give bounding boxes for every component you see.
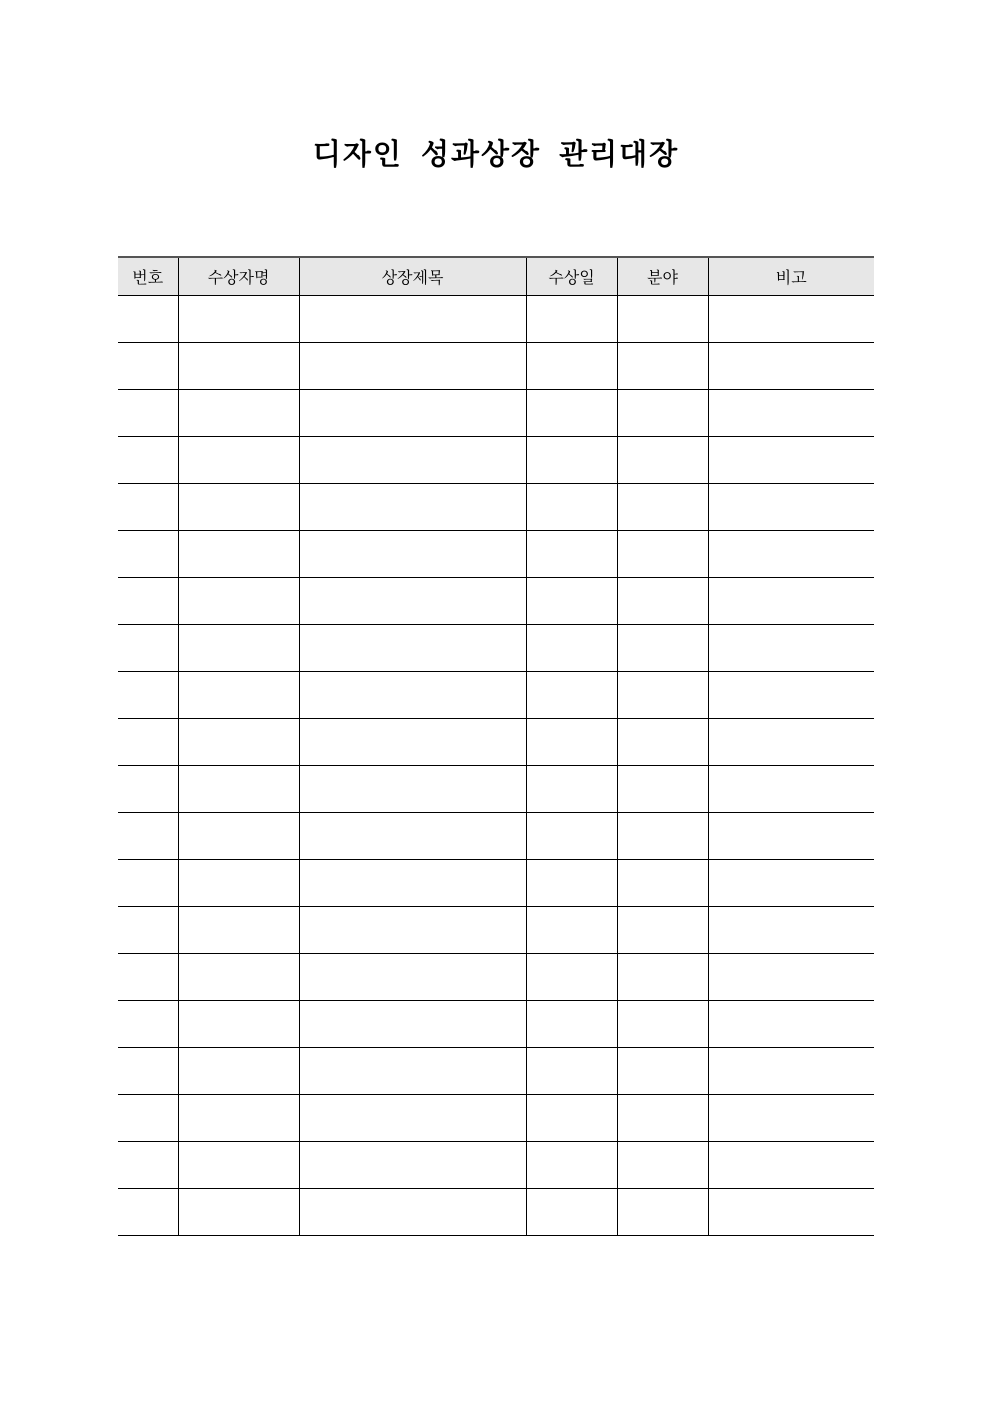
cell-remarks (708, 577, 874, 624)
cell-award-date (526, 1047, 617, 1094)
cell-recipient-name (178, 530, 299, 577)
table-row (118, 1094, 874, 1141)
table-row (118, 295, 874, 342)
cell-field (617, 671, 708, 718)
cell-remarks (708, 718, 874, 765)
cell-award-title (299, 530, 526, 577)
cell-award-date (526, 1188, 617, 1235)
cell-recipient-name (178, 342, 299, 389)
cell-no (118, 389, 178, 436)
cell-remarks (708, 295, 874, 342)
cell-award-title (299, 624, 526, 671)
table-row (118, 1047, 874, 1094)
cell-award-date (526, 1141, 617, 1188)
table-row (118, 859, 874, 906)
cell-award-date (526, 530, 617, 577)
cell-remarks (708, 483, 874, 530)
cell-award-date (526, 295, 617, 342)
cell-no (118, 1188, 178, 1235)
cell-recipient-name (178, 436, 299, 483)
cell-award-date (526, 953, 617, 1000)
cell-field (617, 1094, 708, 1141)
cell-award-date (526, 765, 617, 812)
cell-recipient-name (178, 1188, 299, 1235)
cell-recipient-name (178, 671, 299, 718)
cell-no (118, 1094, 178, 1141)
cell-field (617, 953, 708, 1000)
table-row (118, 765, 874, 812)
cell-award-title (299, 765, 526, 812)
cell-recipient-name (178, 906, 299, 953)
cell-recipient-name (178, 295, 299, 342)
cell-award-date (526, 342, 617, 389)
cell-recipient-name (178, 718, 299, 765)
cell-award-title (299, 1188, 526, 1235)
cell-remarks (708, 530, 874, 577)
cell-award-title (299, 671, 526, 718)
cell-award-title (299, 906, 526, 953)
table-row (118, 1188, 874, 1235)
table-row (118, 389, 874, 436)
cell-award-date (526, 812, 617, 859)
table-row (118, 577, 874, 624)
cell-field (617, 295, 708, 342)
table-row (118, 906, 874, 953)
table-row (118, 718, 874, 765)
cell-remarks (708, 671, 874, 718)
cell-field (617, 483, 708, 530)
table-row (118, 812, 874, 859)
cell-remarks (708, 1188, 874, 1235)
cell-recipient-name (178, 859, 299, 906)
cell-remarks (708, 765, 874, 812)
cell-remarks (708, 389, 874, 436)
table-row (118, 953, 874, 1000)
cell-field (617, 1188, 708, 1235)
cell-field (617, 1047, 708, 1094)
cell-award-title (299, 1047, 526, 1094)
cell-field (617, 1000, 708, 1047)
cell-award-title (299, 1094, 526, 1141)
cell-no (118, 1141, 178, 1188)
cell-field (617, 765, 708, 812)
header-remarks: 비고 (708, 257, 874, 295)
cell-recipient-name (178, 1047, 299, 1094)
cell-field (617, 812, 708, 859)
cell-award-date (526, 1000, 617, 1047)
table-row (118, 671, 874, 718)
table-row (118, 530, 874, 577)
cell-remarks (708, 812, 874, 859)
cell-award-title (299, 483, 526, 530)
cell-award-date (526, 859, 617, 906)
table-row (118, 483, 874, 530)
cell-recipient-name (178, 389, 299, 436)
cell-field (617, 906, 708, 953)
cell-remarks (708, 1094, 874, 1141)
cell-remarks (708, 1047, 874, 1094)
cell-award-title (299, 1000, 526, 1047)
cell-award-title (299, 1141, 526, 1188)
header-award-title: 상장제목 (299, 257, 526, 295)
cell-field (617, 859, 708, 906)
cell-field (617, 389, 708, 436)
cell-recipient-name (178, 765, 299, 812)
cell-remarks (708, 906, 874, 953)
cell-award-title (299, 577, 526, 624)
cell-field (617, 1141, 708, 1188)
cell-field (617, 624, 708, 671)
cell-remarks (708, 342, 874, 389)
cell-award-date (526, 718, 617, 765)
cell-no (118, 812, 178, 859)
cell-remarks (708, 1141, 874, 1188)
header-no: 번호 (118, 257, 178, 295)
cell-no (118, 436, 178, 483)
cell-remarks (708, 859, 874, 906)
table-row (118, 342, 874, 389)
header-field: 분야 (617, 257, 708, 295)
cell-recipient-name (178, 1094, 299, 1141)
cell-no (118, 1000, 178, 1047)
table-row (118, 436, 874, 483)
cell-award-title (299, 389, 526, 436)
cell-award-date (526, 436, 617, 483)
cell-recipient-name (178, 624, 299, 671)
cell-award-title (299, 295, 526, 342)
cell-award-date (526, 671, 617, 718)
cell-remarks (708, 1000, 874, 1047)
cell-recipient-name (178, 1141, 299, 1188)
cell-remarks (708, 624, 874, 671)
cell-recipient-name (178, 577, 299, 624)
cell-award-date (526, 577, 617, 624)
cell-remarks (708, 436, 874, 483)
cell-recipient-name (178, 483, 299, 530)
cell-award-title (299, 718, 526, 765)
cell-field (617, 577, 708, 624)
header-award-date: 수상일 (526, 257, 617, 295)
header-recipient-name: 수상자명 (178, 257, 299, 295)
cell-award-title (299, 812, 526, 859)
table-row (118, 624, 874, 671)
cell-no (118, 483, 178, 530)
cell-recipient-name (178, 953, 299, 1000)
cell-no (118, 718, 178, 765)
cell-award-date (526, 389, 617, 436)
award-register-table (118, 256, 874, 1236)
cell-no (118, 671, 178, 718)
cell-field (617, 530, 708, 577)
cell-no (118, 765, 178, 812)
cell-award-title (299, 859, 526, 906)
cell-field (617, 342, 708, 389)
cell-remarks (708, 953, 874, 1000)
table-header-row (118, 257, 874, 295)
cell-no (118, 953, 178, 1000)
cell-field (617, 436, 708, 483)
cell-award-date (526, 483, 617, 530)
cell-no (118, 1047, 178, 1094)
cell-no (118, 624, 178, 671)
table-row (118, 1000, 874, 1047)
cell-no (118, 906, 178, 953)
cell-award-date (526, 906, 617, 953)
cell-award-date (526, 1094, 617, 1141)
cell-no (118, 295, 178, 342)
cell-award-date (526, 624, 617, 671)
cell-award-title (299, 342, 526, 389)
cell-no (118, 530, 178, 577)
cell-no (118, 577, 178, 624)
cell-no (118, 342, 178, 389)
cell-recipient-name (178, 812, 299, 859)
page-title: 디자인 성과상장 관리대장 (312, 137, 680, 171)
table-row (118, 1141, 874, 1188)
cell-recipient-name (178, 1000, 299, 1047)
cell-field (617, 718, 708, 765)
cell-award-title (299, 436, 526, 483)
table-body (118, 295, 874, 1235)
cell-no (118, 859, 178, 906)
cell-award-title (299, 953, 526, 1000)
